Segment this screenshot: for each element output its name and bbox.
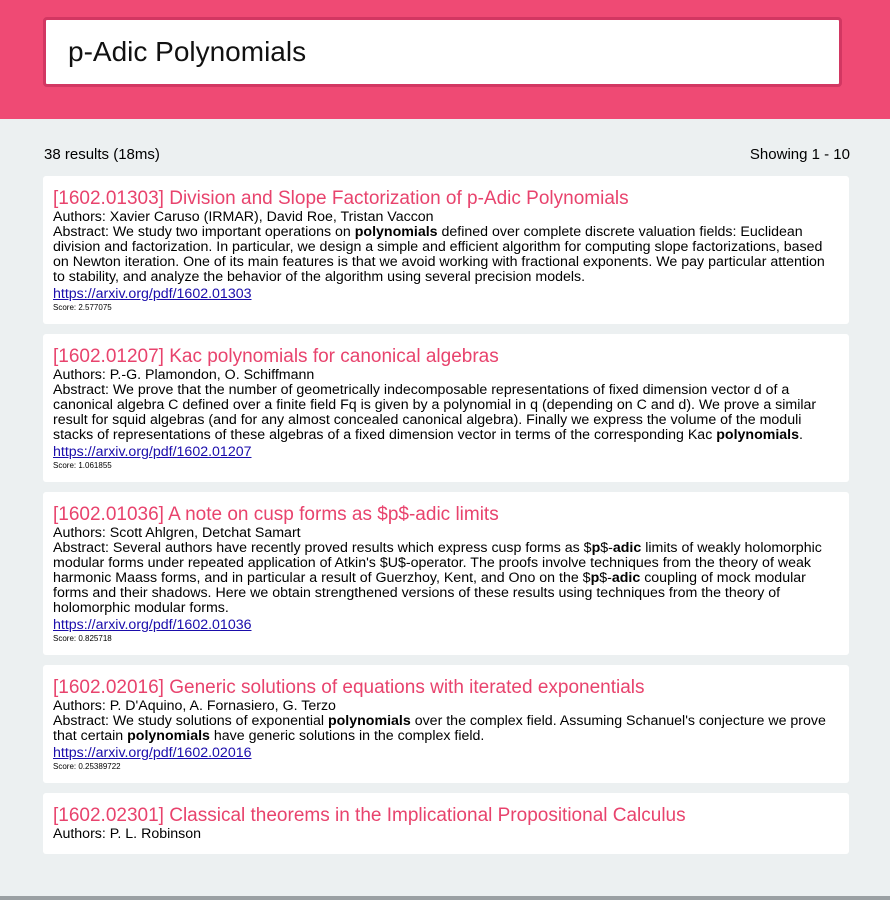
abstract-highlight: adic <box>611 570 641 586</box>
abstract-text: defined over complete discrete valuation fields: Euclidean division and factorization. In particular, we design a simple and efficient algorithm for computing slope factorizations, based on Newton iteration. One of its main features is that we avoid working with fractional exponents. We pay particular attention to stability, and analyze the behavior of the algorithm using several precision models. <box>53 224 825 285</box>
result-title-link[interactable]: [1602.01303] Division and Slope Factorization of p-Adic Polynomials <box>53 188 629 209</box>
abstract-text: over the complex field. Assuming Schanuel's conjecture we prove that certain <box>53 713 826 744</box>
result-score: Score: 1.061855 <box>53 461 112 470</box>
abstract-highlight: polynomials <box>327 713 411 729</box>
abstract-text: have generic solutions in the complex field. <box>209 728 485 744</box>
results-count: 38 results (18ms) <box>44 146 160 163</box>
abstract-highlight: polynomials <box>354 224 438 240</box>
result-title-link[interactable]: [1602.01036] A note on cusp forms as $p$-adic limits <box>53 504 499 525</box>
search-header <box>0 0 890 119</box>
result-abstract <box>53 225 839 285</box>
abstract-text: $- <box>600 540 613 556</box>
abstract-text: $- <box>599 570 612 586</box>
abstract-text: Abstract: We study solutions of exponential <box>53 713 328 729</box>
abstract-text: Abstract: We prove that the number of geometrically indecomposable representations of fixed dimension vector d of a canonical algebra C defined over a finite field Fq is given by a polynomial in q (depending on C and d). We prove a similar result for squid algebras (and for any almost concealed canonical algebra). Finally we express the volume of the moduli stacks of representations of these algebras of a fixed dimension vector in terms of the corresponding Kac <box>53 382 817 443</box>
result-card <box>43 793 849 854</box>
result-pdf-link[interactable]: https://arxiv.org/pdf/1602.02016 <box>53 745 252 761</box>
abstract-highlight: polynomials <box>127 728 210 744</box>
abstract-text: limits of weakly holomorphic modular forms under repeated application of Atkin's $U$-operator. The proofs involve techniques from the theory of weak harmonic Maass forms, and in particular a result of Guerzhoy, Kent, and Ono on the $ <box>53 540 822 586</box>
result-card <box>43 176 849 324</box>
result-score: Score: 2.577075 <box>53 303 112 312</box>
result-abstract <box>53 541 839 616</box>
result-authors: Authors: P. L. Robinson <box>53 826 202 842</box>
search-input[interactable] <box>46 20 839 84</box>
results-list <box>43 176 849 864</box>
search-box[interactable] <box>43 17 842 87</box>
result-authors: Authors: Xavier Caruso (IRMAR), David Roe, Tristan Vaccon <box>53 209 434 225</box>
result-score: Score: 0.25389722 <box>53 762 121 771</box>
result-title-link[interactable]: [1602.02301] Classical theorems in the Implicational Propositional Calculus <box>53 805 686 826</box>
result-title-link[interactable]: [1602.02016] Generic solutions of equations with iterated exponentials <box>53 677 645 698</box>
pagination-info: Showing 1 - 10 <box>749 146 850 163</box>
result-abstract <box>53 383 839 443</box>
horizontal-scrollbar[interactable] <box>0 896 890 900</box>
result-pdf-link[interactable]: https://arxiv.org/pdf/1602.01207 <box>53 444 252 460</box>
abstract-highlight: p <box>591 540 601 556</box>
result-pdf-link[interactable]: https://arxiv.org/pdf/1602.01036 <box>53 617 252 633</box>
abstract-text: Abstract: Several authors have recently proved results which express cusp forms as $ <box>53 540 592 556</box>
result-card <box>43 665 849 783</box>
abstract-text: Abstract: We study two important operations on <box>53 224 355 240</box>
result-abstract <box>53 714 839 744</box>
result-card <box>43 334 849 482</box>
abstract-highlight: adic <box>612 540 642 556</box>
result-authors: Authors: Scott Ahlgren, Detchat Samart <box>53 525 301 541</box>
result-score: Score: 0.825718 <box>53 634 112 643</box>
result-title-link[interactable]: [1602.01207] Kac polynomials for canonical algebras <box>53 346 499 367</box>
result-card <box>43 492 849 655</box>
result-pdf-link[interactable]: https://arxiv.org/pdf/1602.01303 <box>53 286 252 302</box>
result-authors: Authors: P.-G. Plamondon, O. Schiffmann <box>53 367 315 383</box>
result-authors: Authors: P. D'Aquino, A. Fornasiero, G. Terzo <box>53 698 336 714</box>
abstract-highlight: p <box>590 570 600 586</box>
abstract-text: . <box>799 427 803 443</box>
abstract-highlight: polynomials <box>716 427 800 443</box>
abstract-text: coupling of mock modular forms and their shadows. Here we obtain strengthened versions of these results using techniques from the theory of holomorphic modular forms. <box>53 570 806 616</box>
